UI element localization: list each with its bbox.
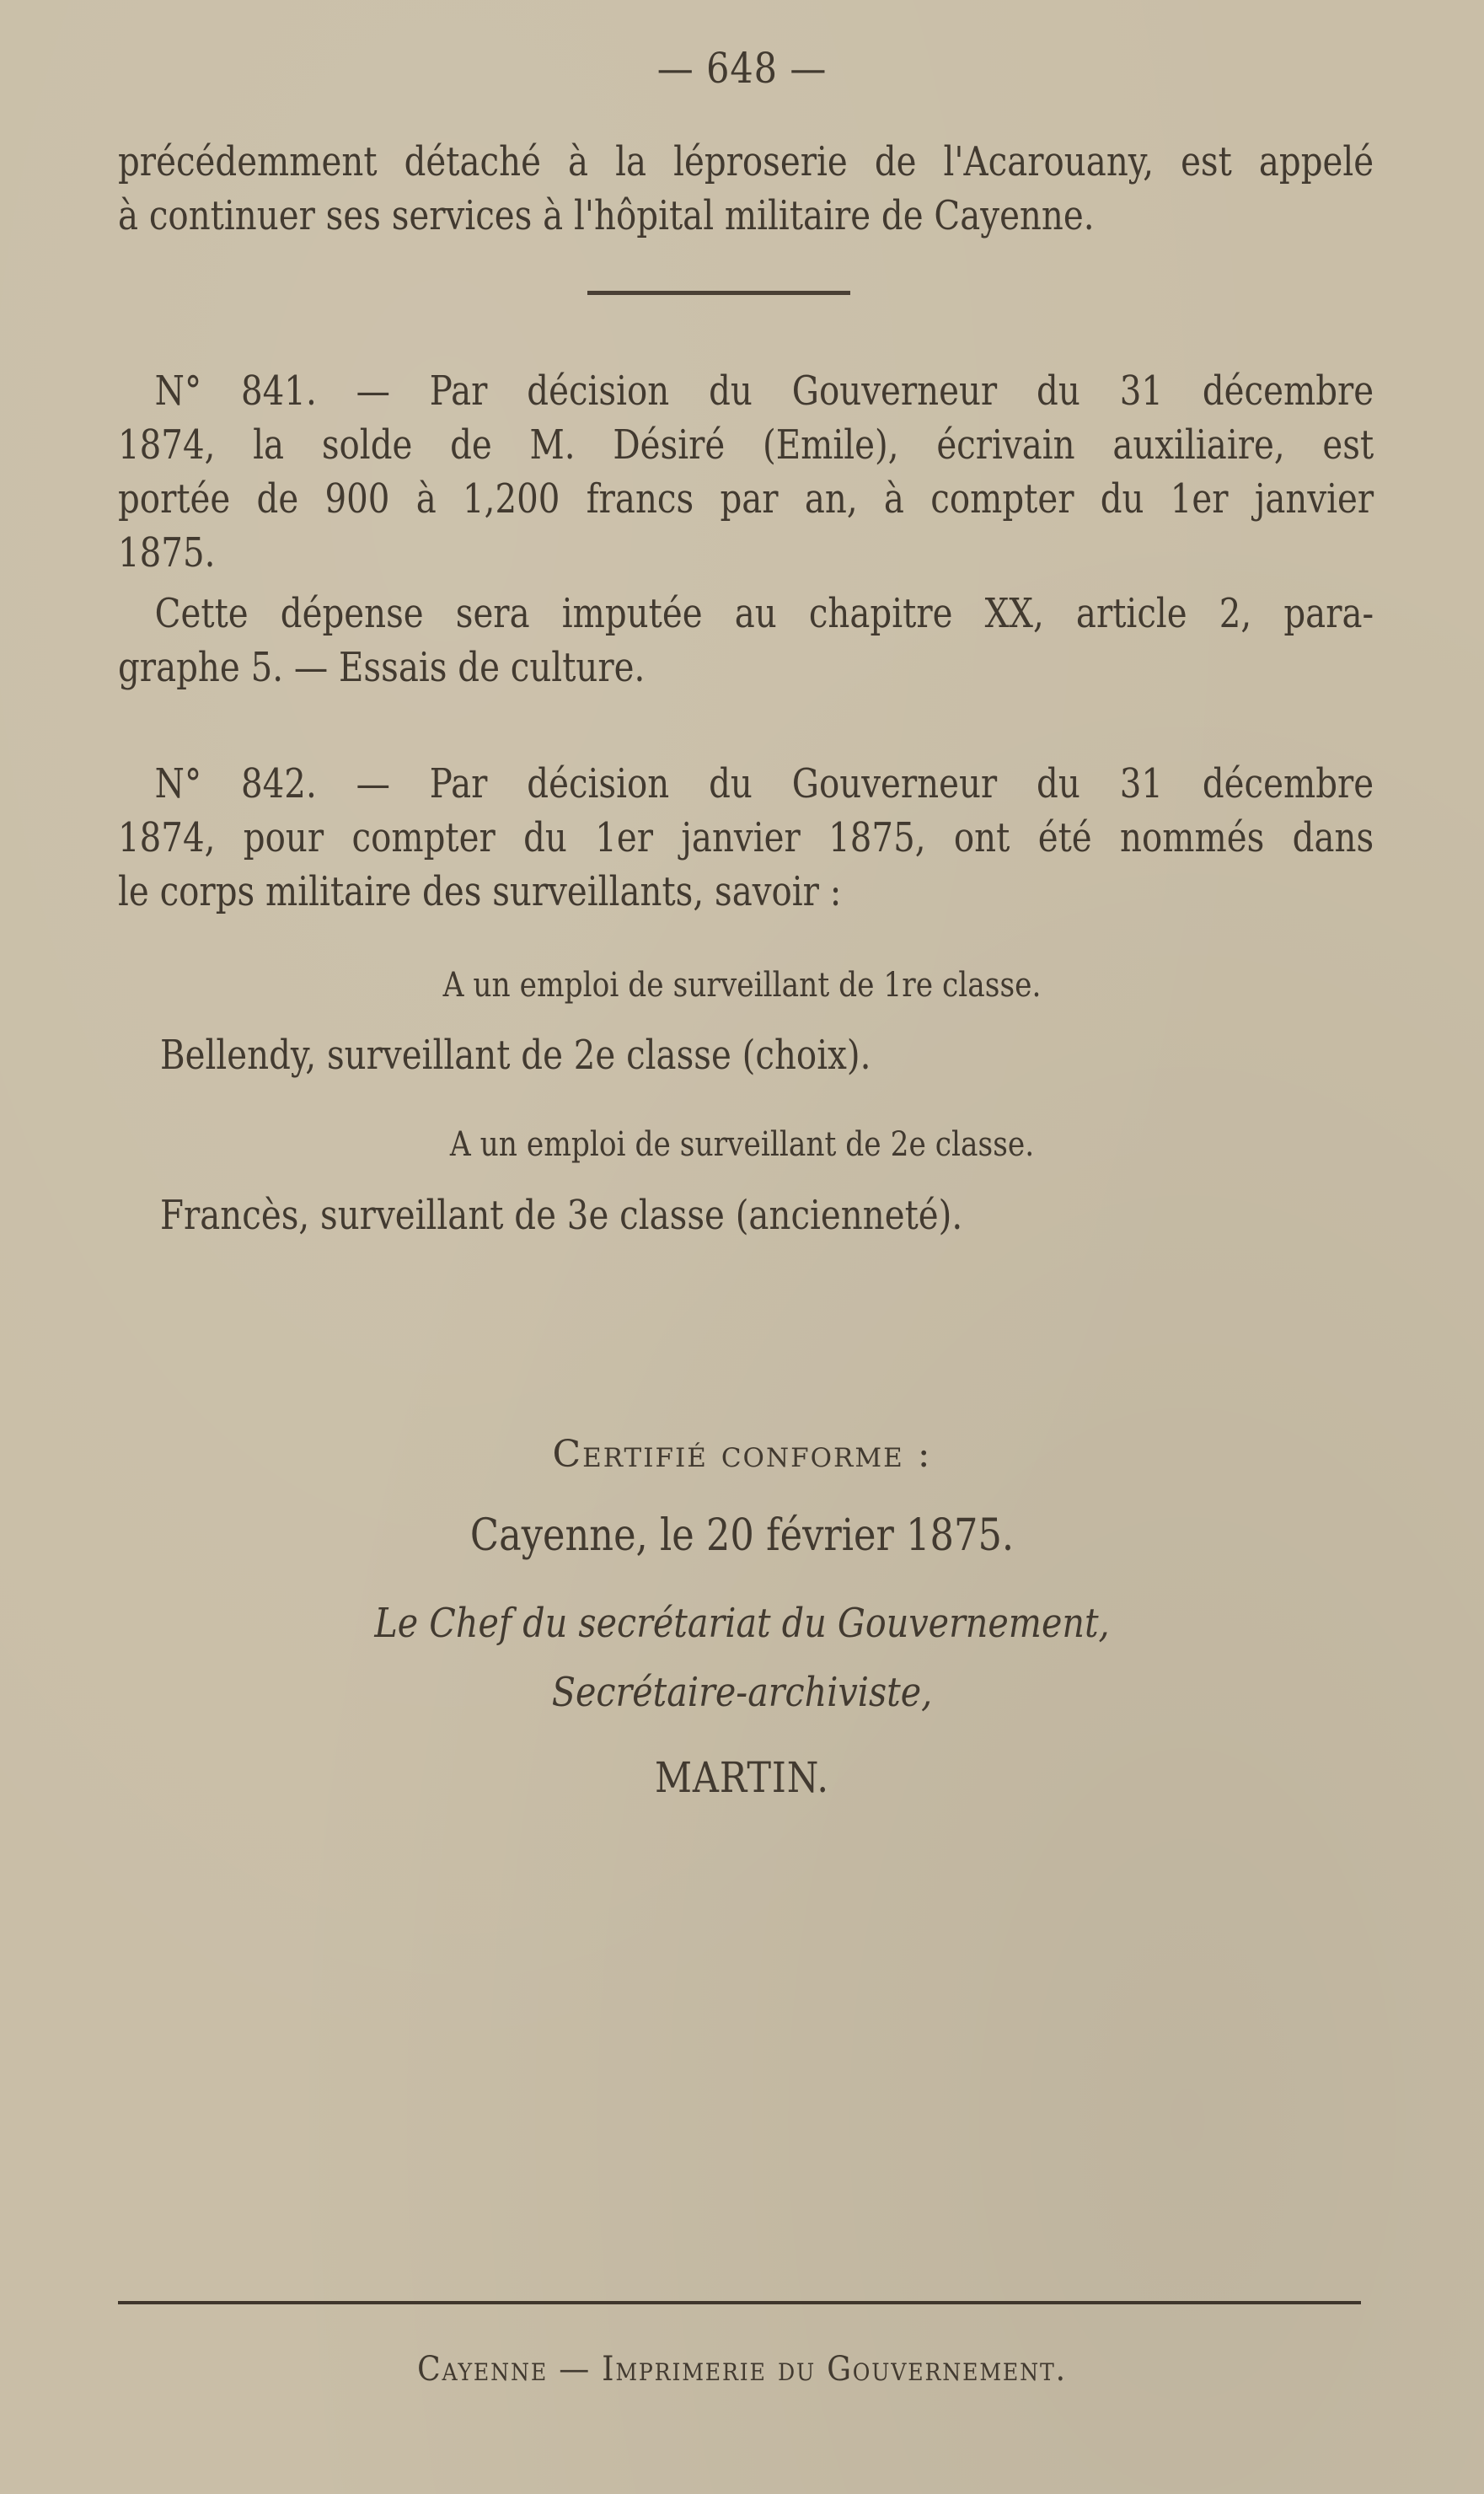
entry-841-p2-line-2: graphe 5. — Essais de culture. <box>118 644 646 691</box>
subheading-second-class: A un emploi de surveillant de 2e classe. <box>449 1125 1035 1164</box>
intro-line-2: à continuer ses services à l'hôpital militaire de Cayenne. <box>118 192 1095 239</box>
section-divider <box>587 291 850 295</box>
appointment-frances: Francès, surveillant de 3e classe (ancienneté). <box>160 1192 963 1239</box>
entry-841-line-1: N° 841. — Par décision du Gouverneur du 31 décembre <box>154 367 1374 415</box>
appointment-bellendy: Bellendy, surveillant de 2e classe (choix). <box>160 1032 871 1079</box>
certification-place-date: Cayenne, le 20 février 1875. <box>469 1510 1015 1561</box>
entry-841-line-3: portée de 900 à 1,200 francs par an, à compter du 1er janvier <box>118 475 1374 523</box>
page-number: — 648 — <box>656 44 828 93</box>
entry-841 <box>118 364 1374 580</box>
certification-role-line-1: Le Chef du secrétariat du Gouvernement, <box>374 1600 1110 1647</box>
footer-imprint: Cayenne — Imprimerie du Gouvernement. <box>417 2350 1067 2389</box>
entry-842-line-3: le corps militaire des surveillants, savoir : <box>118 868 842 915</box>
signature: MARTIN. <box>655 1753 829 1802</box>
entry-841-line-4: 1875. <box>118 529 216 577</box>
entry-841-paragraph-2 <box>118 587 1374 695</box>
footer-rule <box>118 2301 1361 2304</box>
intro-line-1: précédemment détaché à la léproserie de l'Acarouany, est appelé <box>118 138 1374 185</box>
entry-842 <box>118 757 1374 919</box>
entry-841-p2-line-1: Cette dépense sera imputée au chapitre XX, article 2, para- <box>154 590 1374 637</box>
certification-title: Certifié conforme : <box>552 1433 932 1476</box>
entry-842-line-2: 1874, pour compter du 1er janvier 1875, ont été nommés dans <box>118 814 1374 861</box>
subheading-first-class: A un emploi de surveillant de 1re classe. <box>442 966 1042 1005</box>
intro-paragraph <box>118 135 1374 243</box>
certification-role-line-2: Secrétaire-archiviste, <box>551 1669 933 1716</box>
entry-842-line-1: N° 842. — Par décision du Gouverneur du 31 décembre <box>154 760 1374 807</box>
entry-841-line-2: 1874, la solde de M. Désiré (Emile), écrivain auxiliaire, est <box>118 421 1374 469</box>
